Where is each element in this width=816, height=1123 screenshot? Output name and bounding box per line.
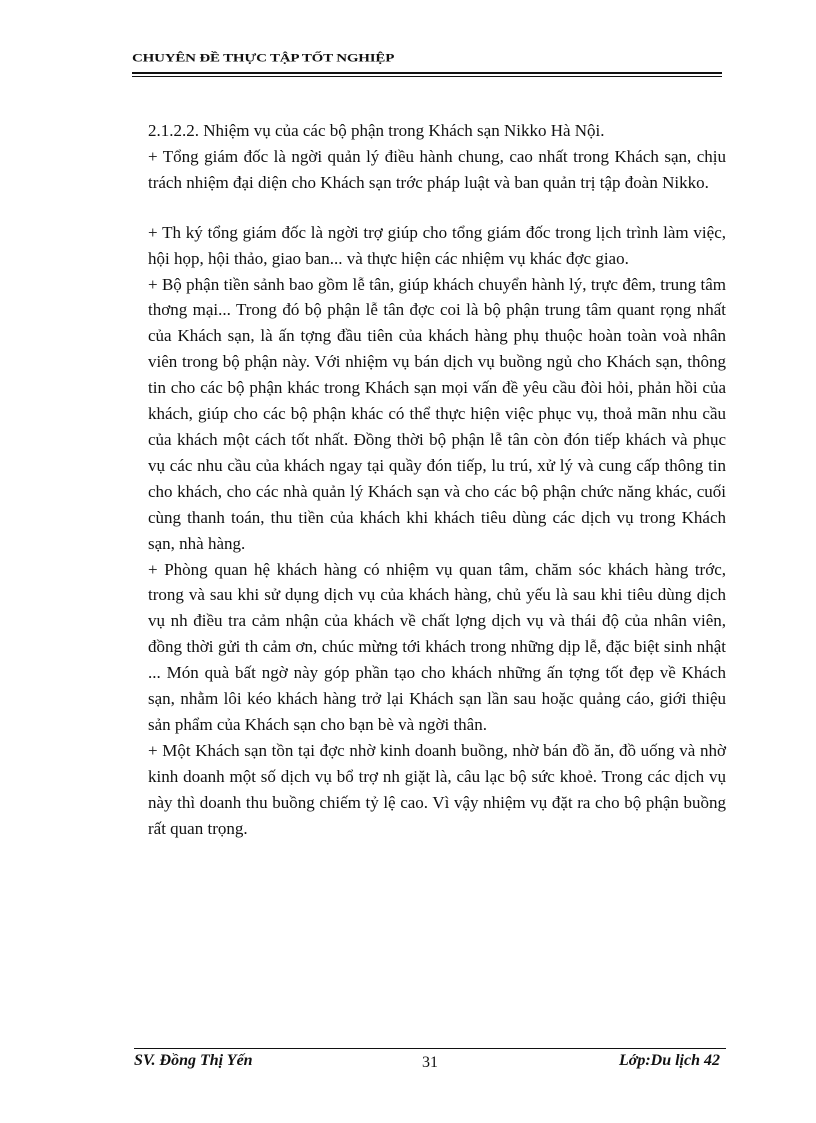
footer-author: SV. Đồng Thị Yến: [134, 1052, 253, 1069]
paragraph-housekeeping: + Một Khách sạn tồn tại đợc nhờ kinh doanh buồng, nhờ bán đồ ăn, đồ uống và nhờ kinh doanh một số dịch vụ bổ trợ nh giặt là, câu lạc bộ sức khoẻ. Trong các dịch vụ này thì doanh thu buồng chiếm tỷ lệ cao. Vì vậy nhiệm vụ đặt ra cho bộ phận buồng rất quan trọng.: [148, 740, 726, 838]
header-divider: [132, 72, 722, 77]
paragraph-customer-relations: + Phòng quan hệ khách hàng có nhiệm vụ quan tâm, chăm sóc khách hàng trớc, trong và sau khi sử dụng dịch vụ của khách hàng, chủ yếu là sau khi tiêu dùng dịch vụ nh điều tra cảm nhận của khách về chất lợng dịch vụ và thái độ của nhân viên, đồng thời gửi th cảm ơn, chúc mừng tới khách trong những dịp lễ, đặc biệt sinh nhật ... Món quà bất ngờ này góp phần tạo cho khách những ấn tợng tốt đẹp về Khách sạn, nhằm lôi kéo khách hàng trở lại Khách sạn lần sau hoặc quảng cáo, giới thiệu sản phẩm của Khách sạn cho bạn bè và ngời thân.: [148, 559, 726, 734]
page-footer: [134, 1052, 726, 1076]
paragraph-front-office: + Bộ phận tiền sảnh bao gồm lễ tân, giúp khách chuyển hành lý, trực đêm, trung tâm thơng mại... Trong đó bộ phận lễ tân đợc coi là bộ phận trung tâm quant rọng nhất của Khách sạn, là ấn tợng đầu tiên của khách hàng phụ thuộc hoàn toàn voà nhân viên trong bộ phận này. Với nhiệm vụ bán dịch vụ buồng ngủ cho Khách sạn, thông tin cho các bộ phận khác trong Khách sạn mọi vấn đề yêu cầu đòi hỏi, phản hồi của khách, giúp cho các bộ phận khác có thể thực hiện việc phục vụ, thoả mãn nhu cầu của khách một cách tốt nhất. Đồng thời bộ phận lễ tân còn đón tiếp khách và phục vụ các nhu cầu của khách ngay tại quầy đón tiếp, lu trú, xử lý và cung cấp thông tin cho khách, cho các nhà quản lý Khách sạn và cho các bộ phận chức năng khác, cuối cùng thanh toán, thu tiền của khách khi khách tiêu dùng các dịch vụ trong Khách sạn, nhà hàng.: [148, 274, 726, 553]
page-header-title: CHUYÊN ĐỀ THỰC TẬP TỐT NGHIỆP: [132, 52, 395, 65]
section-heading: 2.1.2.2. Nhiệm vụ của các bộ phận trong Khách sạn Nikko Hà Nội.: [148, 121, 605, 140]
footer-divider: [134, 1048, 726, 1049]
footer-class: Lớp:Du lịch 42: [618, 1052, 720, 1069]
paragraph-secretary: + Th ký tổng giám đốc là ngời trợ giúp cho tổng giám đốc trong lịch trình làm việc, hội họp, hội thảo, giao ban... và thực hiện các nhiệm vụ khác đợc giao.: [148, 222, 726, 268]
page-number: 31: [422, 1054, 438, 1071]
paragraph-general-director: + Tổng giám đốc là ngời quản lý điều hành chung, cao nhất trong Khách sạn, chịu trách nhiệm đại diện cho Khách sạn trớc pháp luật và ban quản trị tập đoàn Nikko.: [148, 146, 726, 192]
document-body: [148, 118, 726, 841]
